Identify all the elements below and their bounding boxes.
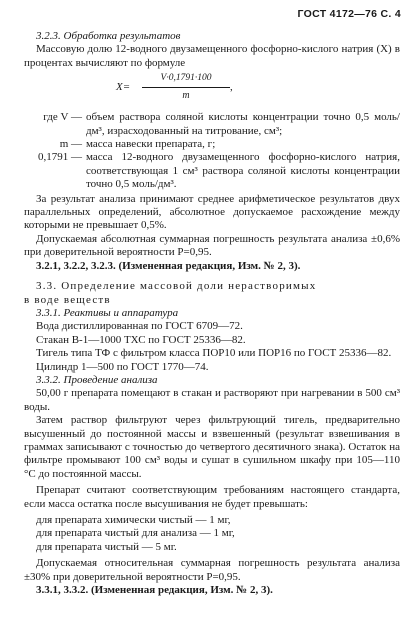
apparatus-item: Цилиндр 1—500 по ГОСТ 1770—74. (36, 360, 209, 373)
page-header: ГОСТ 4172—76 С. 4 (297, 8, 401, 20)
limit-item: для препарата химически чистый — 1 мг, (36, 514, 231, 526)
apparatus-item: Стакан В-1—1000 ТХС по ГОСТ 25336—82. (36, 333, 246, 346)
procedure-paragraph: Затем раствор фильтруют через фильтрующий тигель, предварительно высушенный до постоянной массы и взвешенный (результат взвешивания в граммах записывают с точностью до четвертого десятичного знака). Остаток на фильтре промывают 100 см³ воды и сушат в сушильном шкафу при 105—110 °С до постоянной массы. (24, 414, 400, 480)
formula-fraction (142, 72, 230, 102)
error-paragraph: Допускаемая относительная суммарная погрешность результата анализа ±30% при доверительной вероятности P=0,95. (24, 557, 400, 583)
formula-end: , (230, 81, 233, 94)
edition-note: 3.3.1, 3.3.2. (Измененная редакция, Изм. № 2, 3). (36, 584, 273, 597)
def-text: объем раствора соляной кислоты концентрации точно 0,5 моль/дм³, израсходованный на титрование, см³; (86, 111, 400, 137)
formula (24, 72, 400, 108)
edition-note: 3.2.1, 3.2.2, 3.2.3. (Измененная редакция, Изм. № 2, 3). (36, 259, 301, 272)
apparatus-item: Тигель типа ТФ с фильтром класса ПОР10 или ПОР16 по ГОСТ 25336—82. (36, 347, 392, 360)
def-term: где V — (43, 111, 82, 124)
def-term: m — (59, 138, 82, 151)
procedure-paragraph: 50,00 г препарата помещают в стакан и растворяют при нагревании в 500 см³ воды. (24, 387, 400, 413)
error-paragraph: Допускаемая абсолютная суммарная погрешность результата анализа ±0,6% при доверительной вероятности P=0,95. (24, 232, 400, 259)
formula-intro: Массовую долю 12-водного двузамещенного фосфорно-кислого натрия (X) в процентах вычисляют по формуле (24, 43, 400, 69)
procedure-paragraph: Препарат считают соответствующим требованиям настоящего стандарта, если масса остатка после высушивания не будет превышать: (24, 484, 400, 510)
section-3-2-3-title: 3.2.3. Обработка результатов (36, 30, 181, 42)
formula-numerator: V·0,1791·100 (142, 72, 230, 87)
formula-lhs: X= (116, 81, 131, 94)
formula-denominator: m (182, 89, 190, 101)
def-term: 0,1791 — (38, 151, 82, 164)
apparatus-item: Вода дистиллированная по ГОСТ 6709—72. (36, 320, 243, 333)
section-3-3-title: 3.3. Определение массовой доли нерастворимых (36, 280, 317, 293)
section-3-3-title-cont: в воде веществ (24, 293, 111, 306)
result-paragraph: За результат анализа принимают среднее арифметическое результатов двух параллельных определений, абсолютное допускаемое расхождение между которыми не превышает 0,5%. (24, 192, 400, 232)
def-text: масса навески препарата, г; (86, 138, 216, 151)
document-page (24, 30, 400, 597)
section-3-3-2-title: 3.3.2. Проведение анализа (36, 373, 158, 386)
limit-item: для препарата чистый для анализа — 1 мг, (36, 527, 235, 540)
limit-item: для препарата чистый — 5 мг. (36, 540, 177, 553)
section-3-3-1-title: 3.3.1. Реактивы и аппаратура (36, 306, 179, 319)
definitions-list (24, 111, 400, 191)
def-text: масса 12-водного двузамещенного фосфорно-кислого натрия, соответствующая 1 см³ раствора соляной кислоты концентрации точно 0,5 моль/дм³. (86, 151, 400, 191)
